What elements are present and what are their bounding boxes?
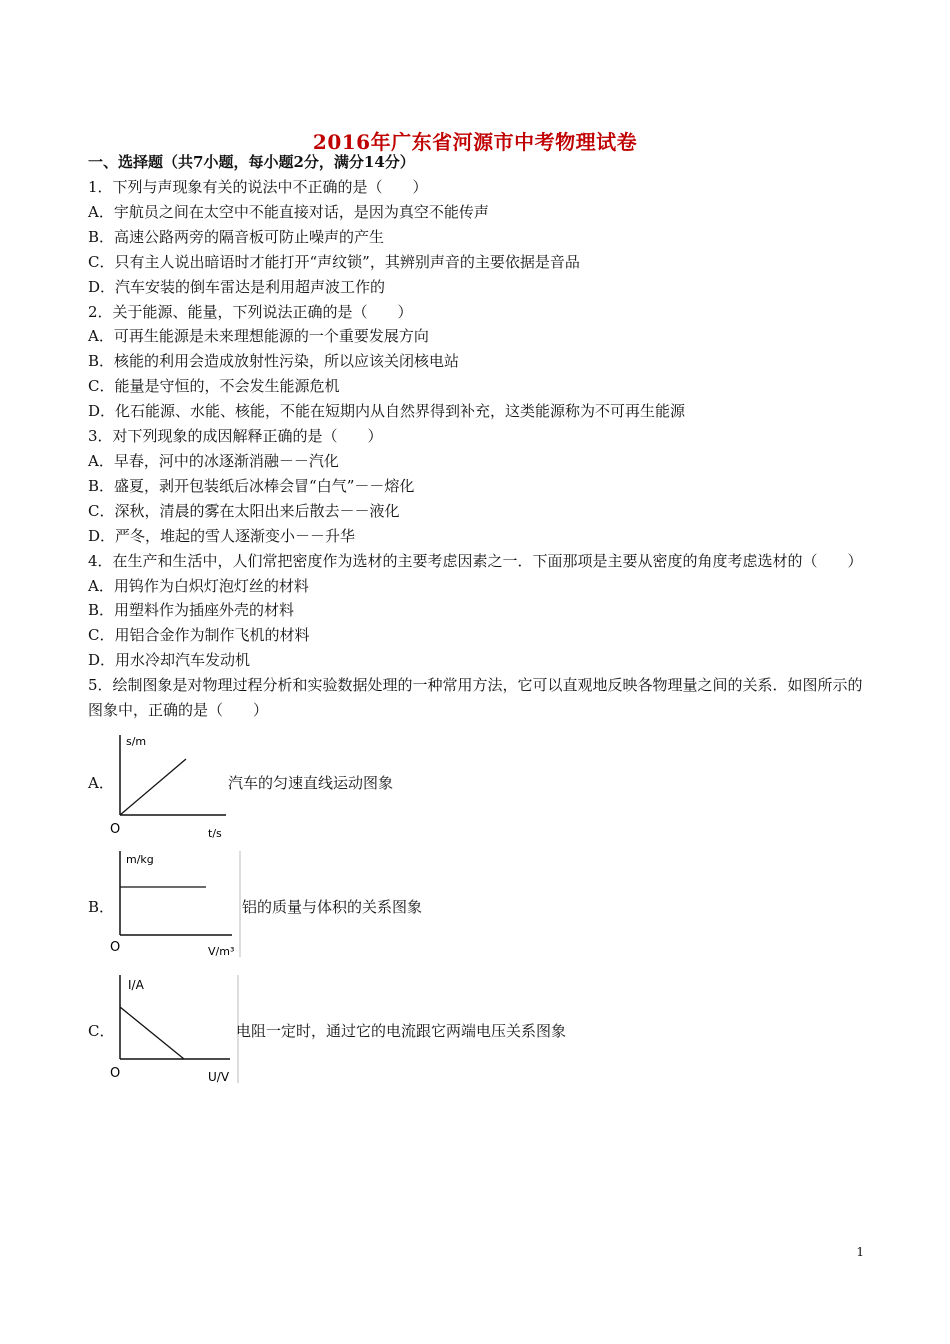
graph-c-x-label: U/V (208, 1069, 230, 1084)
option-c-caption: 电阻一定时，通过它的电流跟它两端电压关系图象 (236, 1021, 567, 1040)
graph-b-mass-volume (108, 847, 242, 959)
question-1-option-b: B．高速公路两旁的隔音板可防止噪声的产生 (88, 227, 385, 246)
graph-a-distance-time (108, 729, 238, 841)
question-3-option-d: D．严冬，堆起的雪人逐渐变小－－升华 (88, 526, 356, 545)
question-2-option-c: C．能量是守恒的，不会发生能源危机 (88, 377, 340, 396)
graph-c-origin: O (110, 1065, 121, 1081)
question-2-stem: 2．关于能源、能量，下列说法正确的是（ ） (88, 302, 413, 321)
question-4-option-a: A．用钨作为白炽灯泡灯丝的材料 (88, 576, 309, 595)
graph-c-current-voltage (108, 971, 240, 1085)
graph-a-y-label: s/m (126, 734, 147, 748)
graph-b-y-label: m/kg (126, 852, 154, 866)
question-3-option-a: A．早春，河中的冰逐渐消融－－汽化 (88, 451, 339, 470)
graph-b-origin: O (110, 939, 121, 955)
question-5-option-b (88, 847, 868, 971)
option-c-label: C． (88, 1021, 115, 1040)
option-a-label: A． (88, 773, 114, 792)
graph-a-line (120, 759, 186, 815)
question-2-option-d: D．化石能源、水能、核能，不能在短期内从自然界得到补充，这类能源称为不可再生能源 (88, 402, 686, 421)
question-5-stem: 5．绘制图象是对物理过程分析和实验数据处理的一种常用方法，它可以直观地反映各物理量之间的关系．如图所示的图象中，正确的是（ ） (88, 676, 863, 720)
question-1-option-a: A．宇航员之间在太空中不能直接对话，是因为真空不能传声 (88, 202, 489, 221)
question-5-option-a (88, 723, 868, 847)
question-4-option-d: D．用水冷却汽车发动机 (88, 651, 251, 670)
option-b-caption: 铝的质量与体积的关系图象 (242, 897, 423, 916)
graph-a-origin: O (110, 821, 121, 837)
question-list (88, 175, 868, 1095)
question-3-option-c: C．深秋，清晨的雾在太阳出来后散去－－液化 (88, 501, 400, 520)
question-5-option-c (88, 971, 868, 1095)
question-3-option-b: B．盛夏，剥开包装纸后冰棒会冒“白气”－－熔化 (88, 476, 415, 495)
question-4-option-c: C．用铝合金作为制作飞机的材料 (88, 626, 310, 645)
option-b-label: B． (88, 897, 115, 916)
section-heading: 一、选择题（共7小题，每小题2分，满分14分） (88, 153, 415, 171)
option-a-caption: 汽车的匀速直线运动图象 (228, 773, 394, 792)
exam-title: 2016年广东省河源市中考物理试卷 (312, 130, 638, 154)
graph-b-x-label: V/m³ (208, 944, 235, 958)
graph-c-y-label: I/A (128, 977, 144, 992)
question-1-option-c: C．只有主人说出暗语时才能打开“声纹锁”，其辨别声音的主要依据是音品 (88, 252, 580, 271)
question-2-option-a: A．可再生能源是未来理想能源的一个重要发展方向 (88, 327, 429, 346)
question-3-stem: 3．对下列现象的成因解释正确的是（ ） (88, 427, 383, 446)
question-4-option-b: B．用塑料作为插座外壳的材料 (88, 601, 295, 620)
page-number: 1 (856, 1245, 864, 1259)
question-1-stem: 1．下列与声现象有关的说法中不正确的是（ ） (88, 178, 428, 196)
graph-a-x-label: t/s (208, 826, 222, 840)
question-2-option-b: B．核能的利用会造成放射性污染，所以应该关闭核电站 (88, 352, 460, 371)
graph-c-line (120, 1007, 184, 1059)
question-4-stem: 4．在生产和生活中，人们常把密度作为选材的主要考虑因素之一．下面那项是主要从密度的角度考虑选材的（ ） (88, 551, 863, 570)
question-1-option-d: D．汽车安装的倒车雷达是利用超声波工作的 (88, 277, 386, 296)
